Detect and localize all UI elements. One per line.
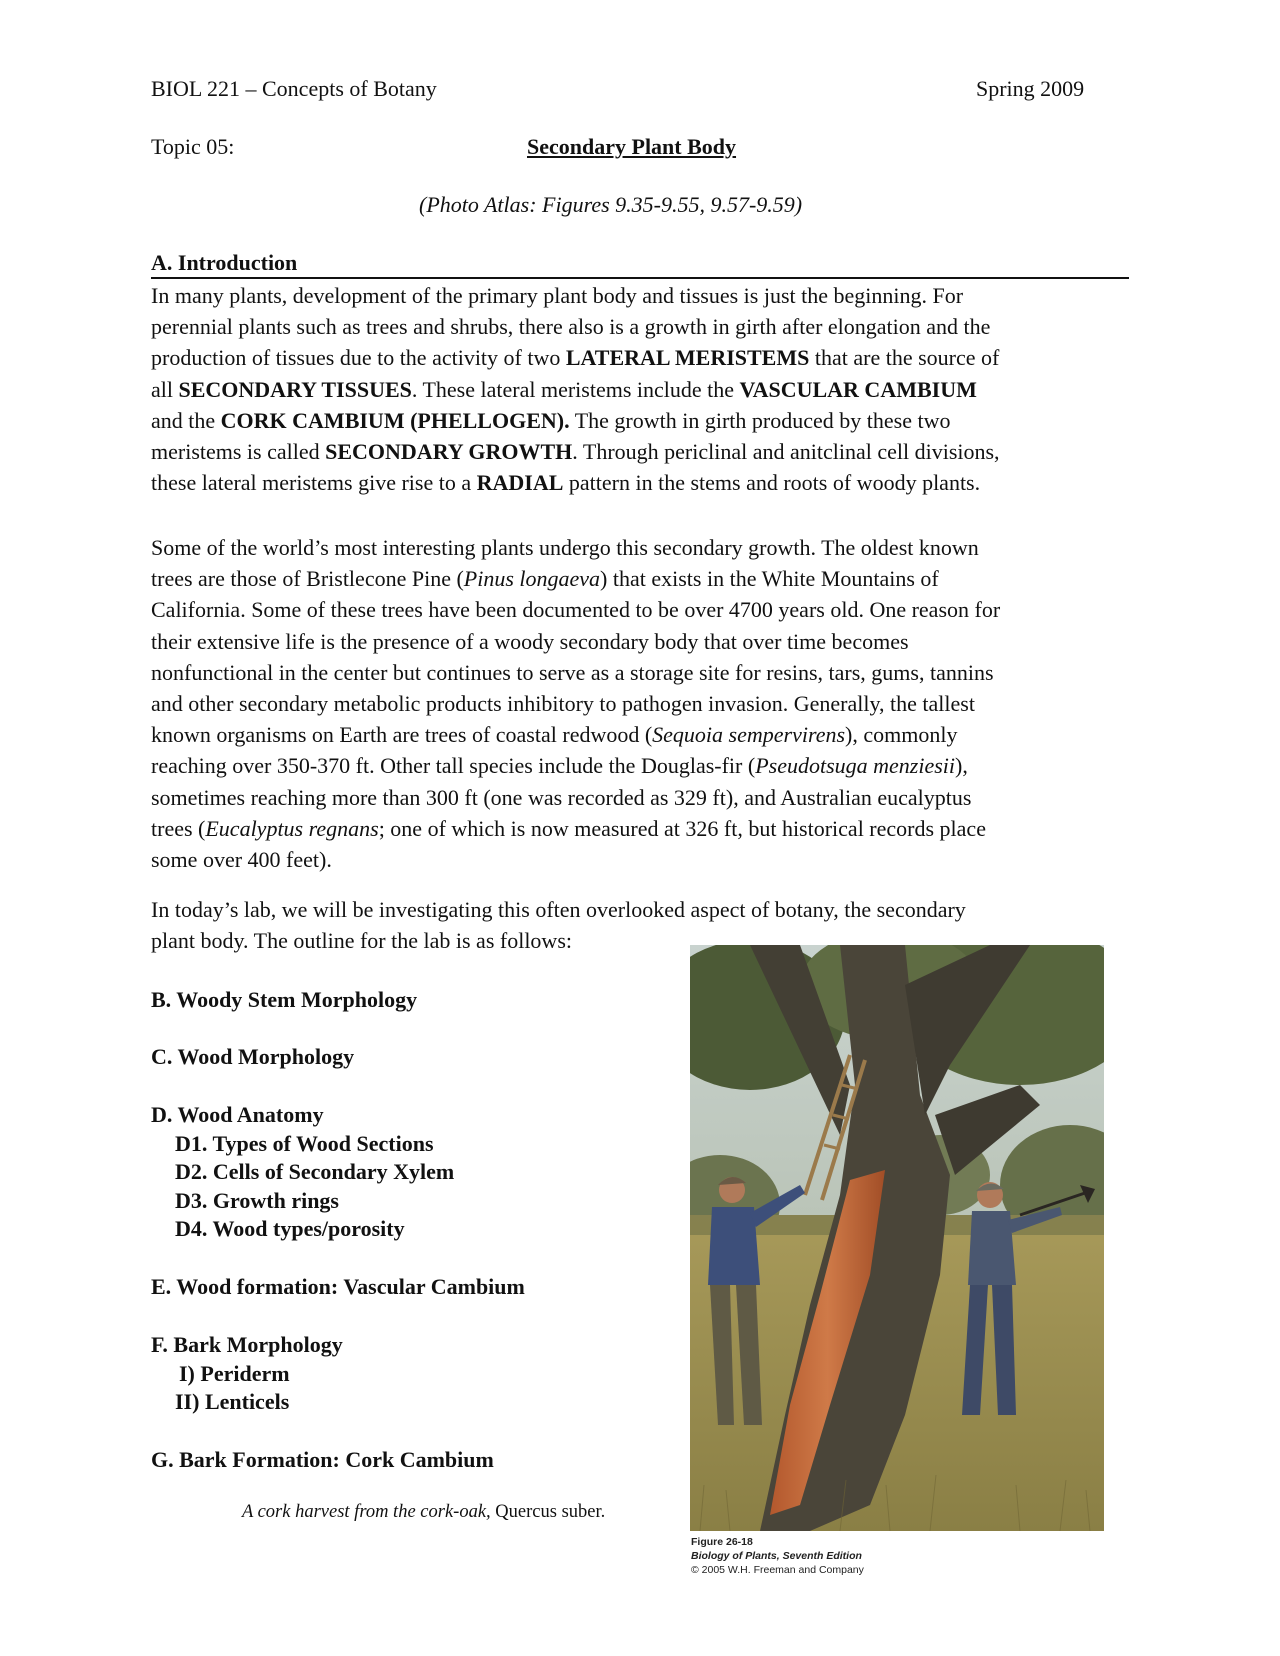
outline-f2: II) Lenticels: [175, 1389, 290, 1415]
photo-caption: A cork harvest from the cork-oak, Quercus suber.: [242, 1502, 606, 1522]
text-line: some over 400 feet).: [151, 847, 332, 873]
text-line: known organisms on Earth are trees of coastal redwood (Sequoia sempervirens), commonly: [151, 722, 958, 748]
text-line: trees are those of Bristlecone Pine (Pinus longaeva) that exists in the White Mountains of: [151, 566, 939, 592]
text-line: and other secondary metabolic products inhibitory to pathogen invasion. Generally, the tallest: [151, 691, 975, 717]
caption-species: Quercus suber.: [495, 1502, 606, 1522]
intro-heading-rule: [151, 250, 1129, 279]
cork-harvest-photo: [690, 945, 1104, 1531]
intro-paragraph-1: [151, 280, 1131, 498]
intro-heading: A. Introduction: [151, 250, 298, 275]
species-pinus: Pinus longaeva: [463, 566, 601, 592]
text-line: plant body. The outline for the lab is as follows:: [151, 928, 572, 954]
term-label: Spring 2009: [976, 76, 1085, 101]
text-line: all SECONDARY TISSUES. These lateral meristems include the VASCULAR CAMBIUM: [151, 376, 977, 402]
figure-copyright: © 2005 W.H. Freeman and Company: [691, 1564, 864, 1576]
outline-c: C. Wood Morphology: [151, 1044, 355, 1069]
figure-credit: [691, 1535, 864, 1577]
text-line: trees (Eucalyptus regnans; one of which is now measured at 326 ft, but historical records place: [151, 815, 986, 841]
text-line: Some of the world’s most interesting plants undergo this secondary growth. The oldest known: [151, 535, 979, 560]
topic-title: Secondary Plant Body: [527, 134, 737, 159]
term-vascular-cambium: VASCULAR CAMBIUM: [739, 376, 977, 402]
text-line: and the CORK CAMBIUM (PHELLOGEN). The growth in girth produced by these two: [151, 407, 951, 433]
outline-b: B. Woody Stem Morphology: [151, 987, 418, 1012]
outline-d: [151, 1101, 454, 1244]
outline-e: E. Wood formation: Vascular Cambium: [151, 1274, 525, 1299]
text-line: In many plants, development of the primary plant body and tissues is just the beginning. For: [151, 283, 964, 308]
term-secondary-tissues: SECONDARY TISSUES: [178, 376, 412, 402]
outline-d4: D4. Wood types/porosity: [175, 1216, 405, 1242]
species-sequoia: Sequoia sempervirens: [652, 722, 846, 748]
outline-d2: D2. Cells of Secondary Xylem: [175, 1159, 455, 1185]
text-line: California. Some of these trees have been documented to be over 4700 years old. One reason for: [151, 597, 1001, 623]
figure-book: Biology of Plants, Seventh Edition: [691, 1550, 862, 1562]
topic-label: Topic 05:: [151, 134, 235, 159]
intro-paragraph-2: [151, 532, 1131, 875]
text-line: sometimes reaching more than 300 ft (one was recorded as 329 ft), and Australian eucalyptus: [151, 784, 972, 810]
text-line: perennial plants such as trees and shrubs, there also is a growth in girth after elongation and the: [151, 314, 991, 340]
figure-number: Figure 26-18: [691, 1536, 753, 1548]
outline-f: [151, 1331, 343, 1417]
species-pseudotsuga: Pseudotsuga menziesii: [755, 753, 956, 779]
text-line: In today’s lab, we will be investigating this often overlooked aspect of botany, the secondary: [151, 897, 966, 922]
text-line: their extensive life is the presence of a woody secondary body that over time becomes: [151, 628, 909, 654]
course-title: BIOL 221 – Concepts of Botany: [151, 76, 437, 101]
photo-atlas-reference: (Photo Atlas: Figures 9.35-9.55, 9.57-9.59): [419, 192, 803, 217]
term-secondary-growth: SECONDARY GROWTH: [325, 439, 573, 465]
outline-g: G. Bark Formation: Cork Cambium: [151, 1447, 494, 1472]
outline-d1: D1. Types of Wood Sections: [175, 1130, 434, 1156]
text-line: reaching over 350-370 ft. Other tall species include the Douglas-fir (Pseudotsuga menziesii),: [151, 753, 968, 779]
species-eucalyptus: Eucalyptus regnans: [205, 815, 379, 841]
text-line: meristems is called SECONDARY GROWTH. Through periclinal and anitclinal cell divisions,: [151, 439, 1000, 465]
term-cork-cambium: CORK CAMBIUM (PHELLOGEN).: [220, 407, 570, 433]
outline-d-title: D. Wood Anatomy: [151, 1102, 324, 1127]
text-line: nonfunctional in the center but continues to serve as a storage site for resins, tars, gums, tannins: [151, 659, 994, 685]
term-lateral-meristems: LATERAL MERISTEMS: [565, 345, 810, 371]
outline-f1: I) Periderm: [179, 1360, 290, 1386]
term-radial: RADIAL: [476, 470, 564, 496]
outline-f-title: F. Bark Morphology: [151, 1332, 343, 1357]
text-line: production of tissues due to the activity of two LATERAL MERISTEMS that are the source of: [151, 345, 1000, 371]
text-line: these lateral meristems give rise to a RADIAL pattern in the stems and roots of woody plants.: [151, 470, 981, 496]
outline-d3: D3. Growth rings: [175, 1187, 339, 1213]
